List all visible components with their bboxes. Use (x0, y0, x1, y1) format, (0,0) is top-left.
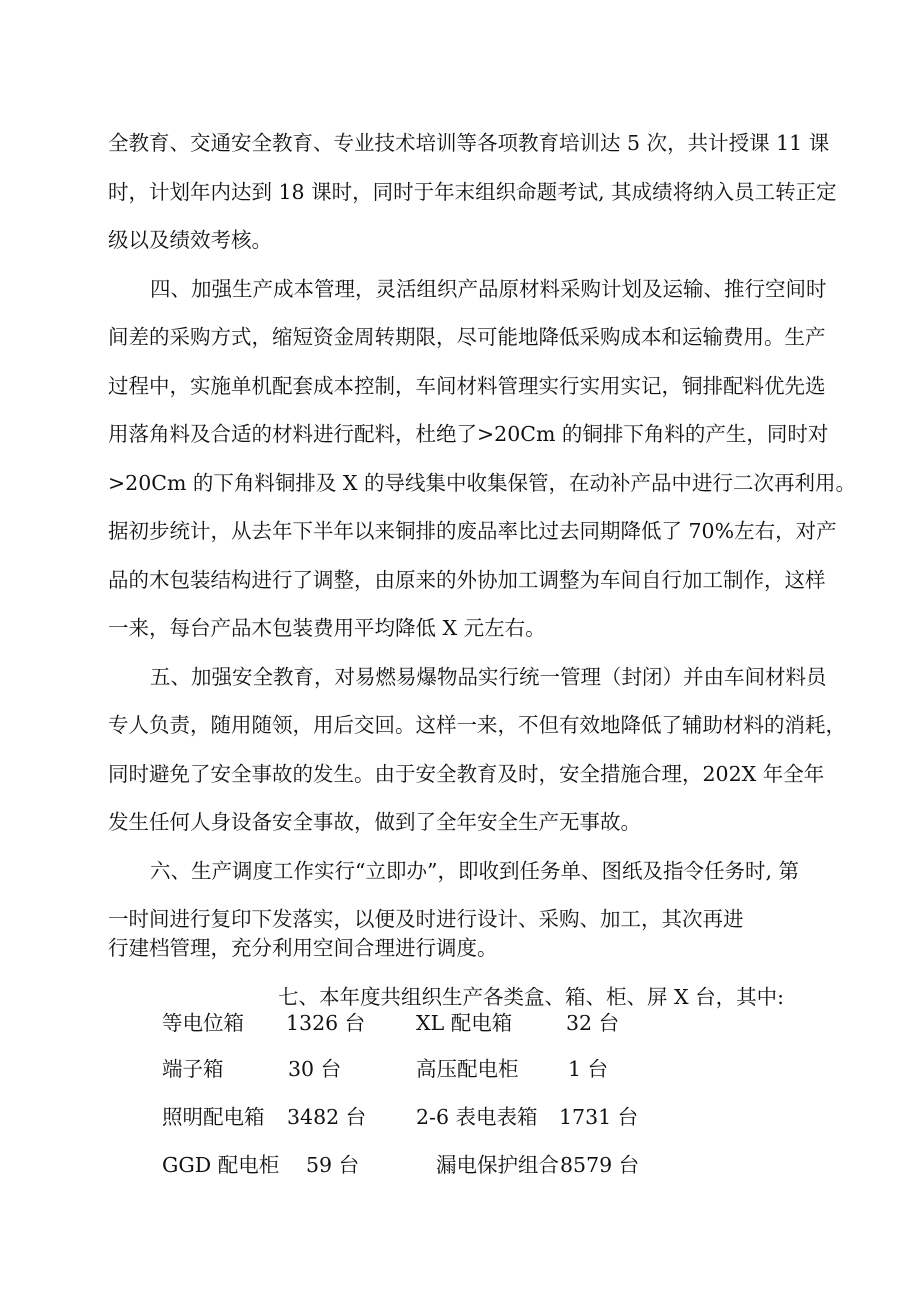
text-line: 同时避免了安全事故的发生。由于安全教育及时，安全措施合理，202X 年全年 (108, 762, 825, 786)
text-line: 五、加强安全教育，对易燃易爆物品实行统一管理（封闭）并由车间材料员 (150, 665, 827, 689)
text-line: 六、生产调度工作实行“立即办”，即收到任务单、图纸及指令任务时, 第 (150, 859, 799, 883)
text-line: 时，计划年内达到 18 课时，同时于年末组织命题考试, 其成绩将纳入员工转正定 (108, 180, 837, 204)
text-line: 一时间进行复印下发落实，以便及时进行设计、采购、加工，其次再进 (108, 907, 744, 931)
text-line: 品的木包装结构进行了调整，由原来的外协加工调整为车间自行加工制作，这样 (108, 568, 826, 592)
product-qty: 8579 台 (560, 1153, 640, 1177)
text-line: 一来，每台产品木包装费用平均降低 X 元左右。 (108, 616, 546, 640)
product-name: XL 配电箱 (416, 1011, 513, 1035)
product-name: 高压配电柜 (416, 1057, 519, 1081)
text-line: >20Cm 的下角料铜排及 X 的导线集中收集保管，在动补产品中进行二次再利用。 (108, 471, 857, 495)
product-name: 2-6 表电表箱 (416, 1105, 538, 1129)
product-qty: 1326 台 (286, 1011, 366, 1035)
text-line: 级以及绩效考核。 (108, 228, 272, 252)
product-qty: 59 台 (306, 1153, 360, 1177)
text-line: 专人负责，随用随领，用后交回。这样一来，不但有效地降低了辅助材料的消耗， (108, 713, 846, 737)
text-line: 过程中，实施单机配套成本控制，车间材料管理实行实用实记，铜排配料优先选 (108, 374, 826, 398)
product-name: 端子箱 (162, 1057, 224, 1081)
text-line: 全教育、交通安全教育、专业技术培训等各项教育培训达 5 次，共计授课 11 课 (108, 131, 830, 155)
product-qty: 1 台 (568, 1057, 609, 1081)
text-line: 据初步统计，从去年下半年以来铜排的废品率比过去同期降低了 70%左右，对产 (108, 519, 837, 543)
product-name: 照明配电箱 (162, 1105, 265, 1129)
product-qty: 1731 台 (559, 1105, 639, 1129)
text-line: 发生任何人身设备安全事故，做到了全年安全生产无事故。 (108, 810, 641, 834)
product-name: GGD 配电柜 (162, 1153, 280, 1177)
text-line: 间差的采购方式，缩短资金周转期限，尽可能地降低采购成本和运输费用。生产 (108, 325, 826, 349)
product-qty: 32 台 (566, 1011, 620, 1035)
product-qty: 30 台 (288, 1057, 342, 1081)
text-line: 行建档管理，充分利用空间合理进行调度。 (108, 936, 498, 960)
product-name: 等电位箱 (162, 1011, 244, 1035)
section-heading: 七、本年度共组织生产各类盒、箱、柜、屏 X 台，其中: (278, 985, 785, 1009)
product-name: 漏电保护组合 (436, 1153, 559, 1177)
text-line: 用落角料及合适的材料进行配料，杜绝了>20Cm 的铜排下角料的产生，同时对 (108, 422, 829, 446)
text-line: 四、加强生产成本管理，灵活组织产品原材料采购计划及运输、推行空间时 (150, 277, 827, 301)
product-qty: 3482 台 (287, 1105, 367, 1129)
